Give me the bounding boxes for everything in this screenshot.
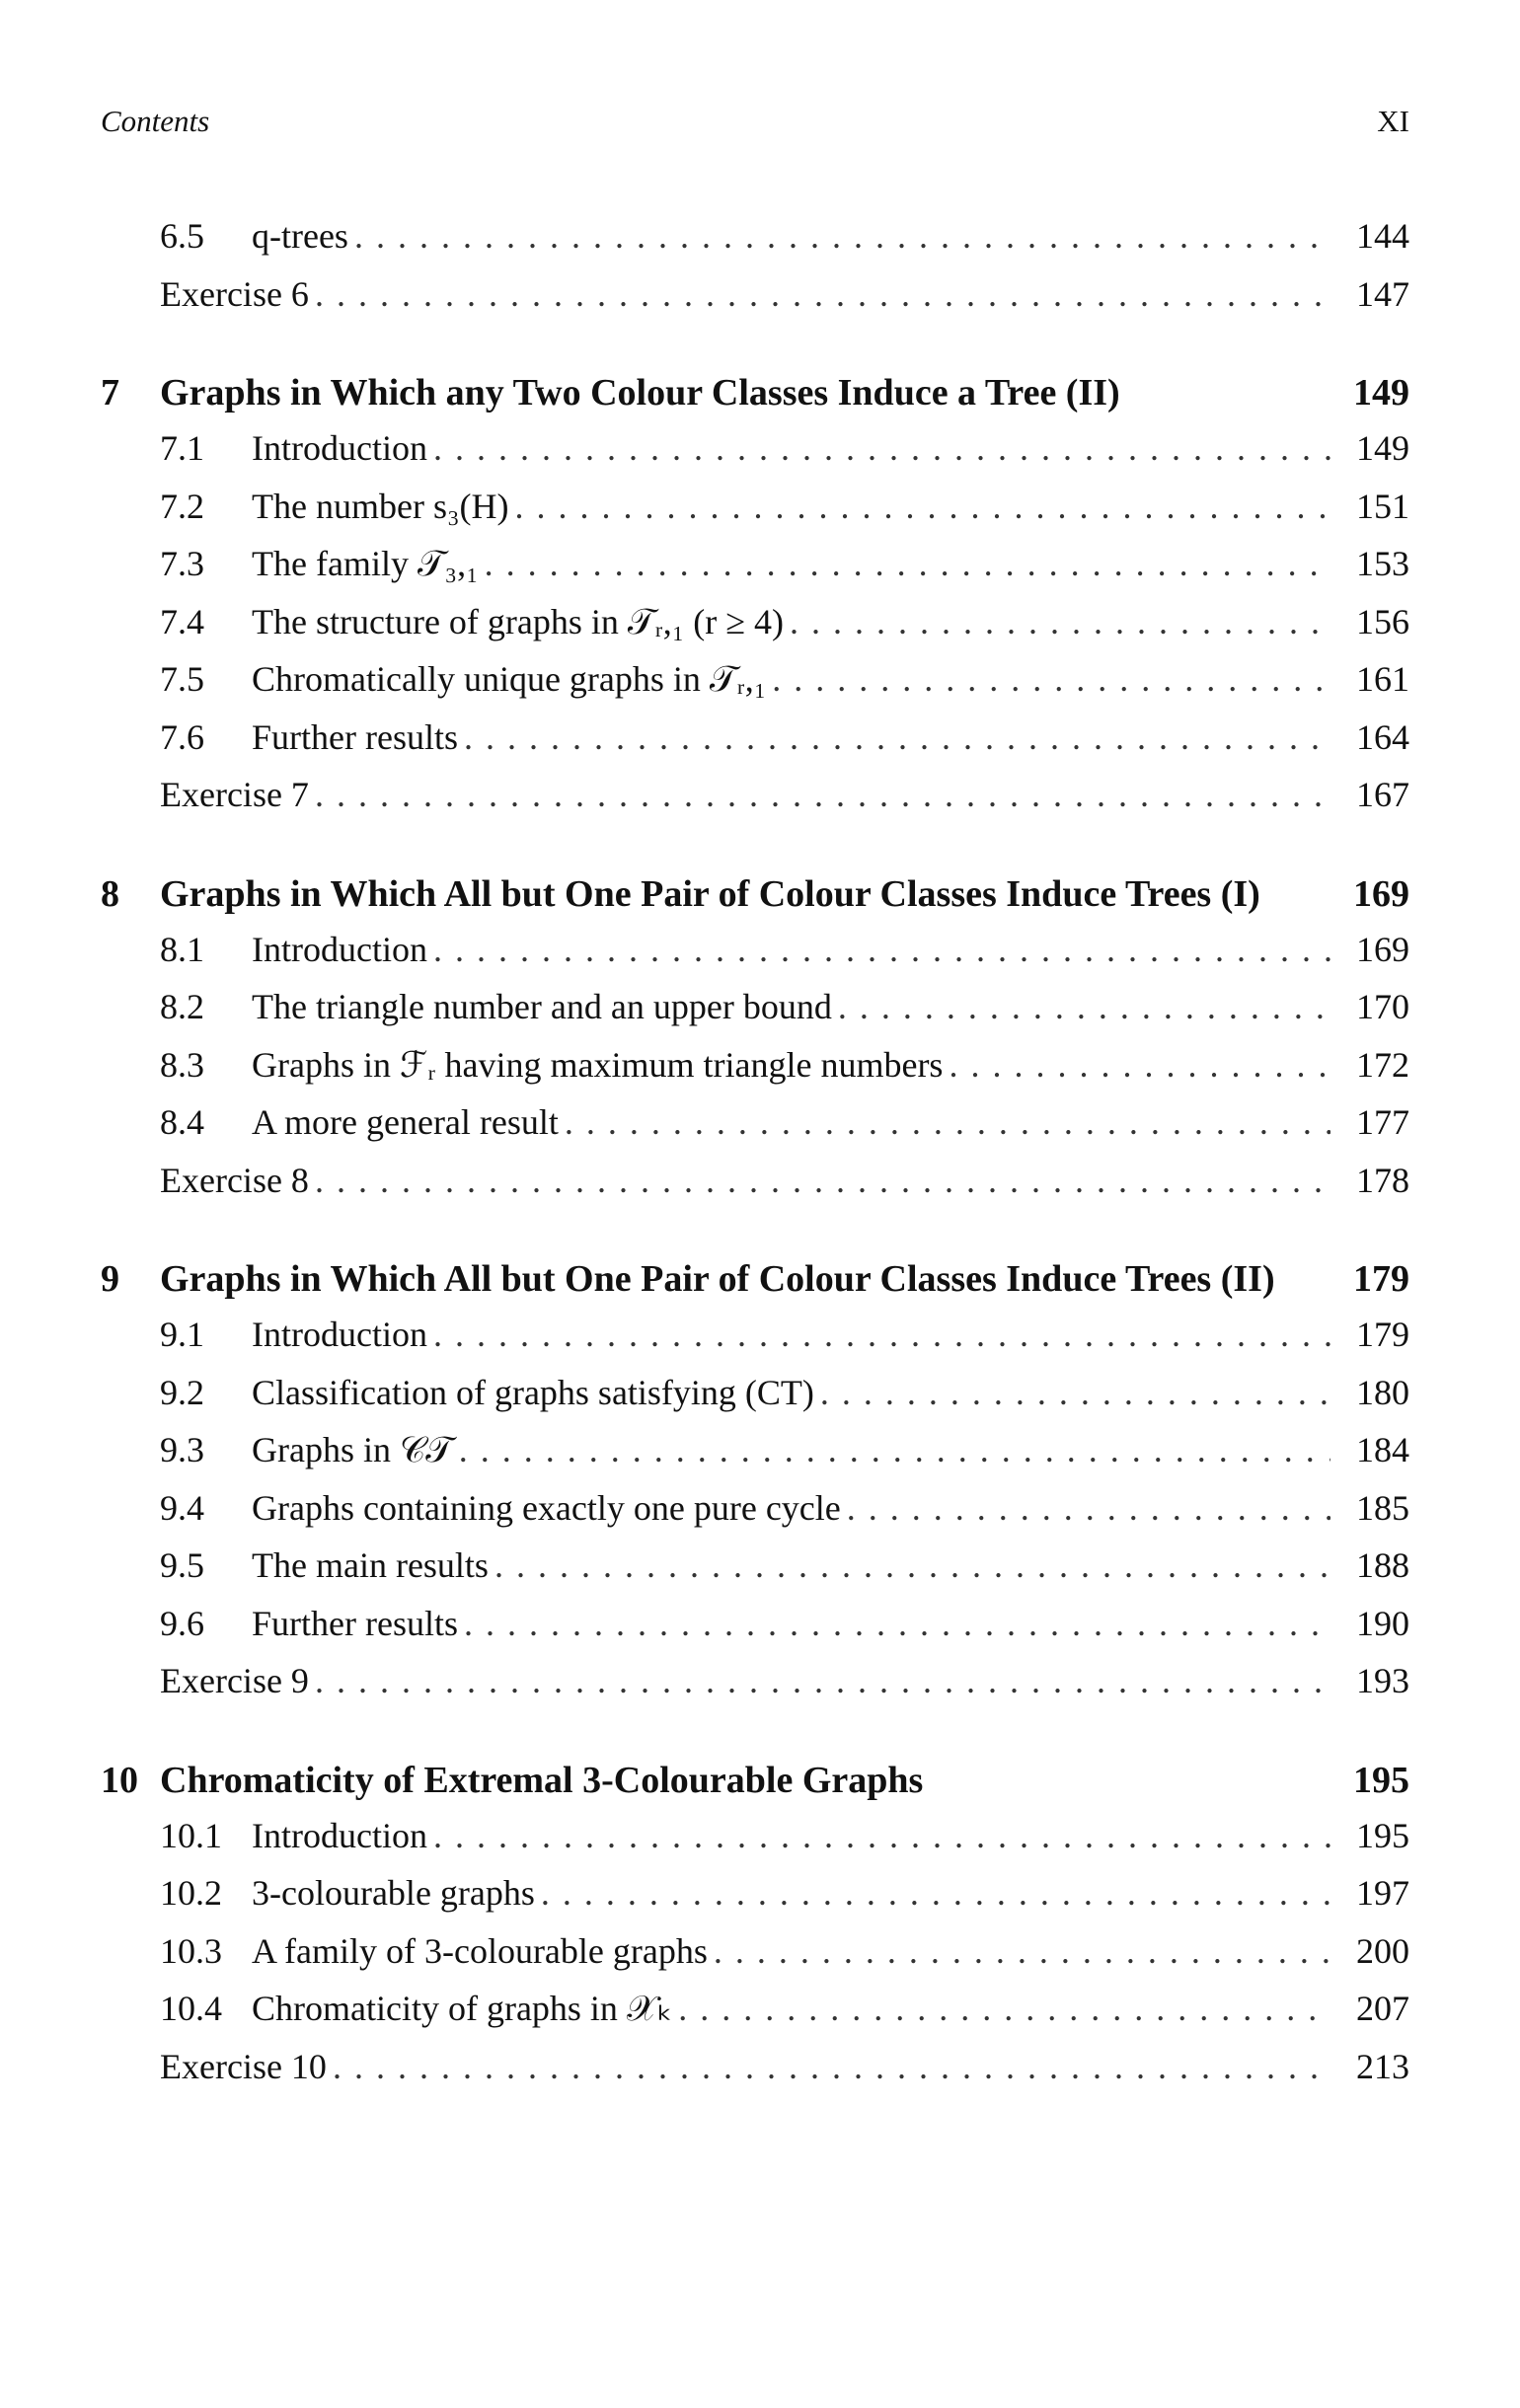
page-number: 188 — [1356, 1545, 1409, 1585]
dot-leader — [541, 1864, 1330, 1922]
section-number: 8.4 — [160, 1102, 204, 1142]
section-title: The family 𝒯₃,₁ — [252, 544, 479, 583]
section-entry[interactable] — [101, 1364, 1409, 1422]
page-number: 167 — [1356, 775, 1409, 814]
section-number: 9.1 — [160, 1315, 204, 1354]
section-entry[interactable] — [101, 978, 1409, 1036]
header-page-number: XI — [1377, 104, 1409, 138]
dot-leader — [772, 650, 1330, 709]
dot-leader — [678, 1980, 1330, 2038]
section-number: 10.1 — [160, 1815, 222, 1855]
section-title: Classification of graphs satisfying (CT) — [252, 1372, 814, 1412]
section-title: Graphs in ℱᵣ having maximum triangle numbers — [252, 1044, 944, 1085]
chapter-heading[interactable] — [101, 366, 1409, 419]
exercise-entry[interactable] — [101, 1152, 1409, 1210]
page-number: 177 — [1356, 1102, 1409, 1142]
section-number: 10.3 — [160, 1930, 222, 1971]
section-title: Graphs containing exactly one pure cycle — [252, 1487, 841, 1528]
chapter-title: Graphs in Which All but One Pair of Colour Classes Induce Trees (I) — [160, 872, 1260, 915]
page-number: 151 — [1356, 486, 1409, 526]
dot-leader — [315, 766, 1330, 824]
page-number: 161 — [1356, 659, 1409, 699]
section-entry[interactable] — [101, 1807, 1409, 1865]
page-number: 156 — [1356, 601, 1409, 641]
section-title: Introduction — [252, 929, 427, 969]
section-number: 7.2 — [160, 486, 204, 526]
section-entry[interactable] — [101, 1980, 1409, 2038]
dot-leader — [847, 1479, 1330, 1538]
section-title: Exercise 8 — [160, 1160, 309, 1200]
page-number: 147 — [1356, 273, 1409, 314]
page-number: 178 — [1356, 1160, 1409, 1200]
page-number: 149 — [1356, 428, 1409, 468]
section-title: A family of 3-colourable graphs — [252, 1930, 708, 1971]
page-number: 200 — [1356, 1930, 1409, 1971]
exercise-entry[interactable] — [101, 766, 1409, 824]
chapter-page-number: 179 — [1353, 1258, 1409, 1300]
chapter-page-number: 169 — [1353, 872, 1409, 915]
section-entry[interactable] — [101, 1537, 1409, 1595]
dot-leader — [838, 978, 1330, 1036]
section-entry[interactable] — [101, 1479, 1409, 1538]
section-title: Further results — [252, 1603, 458, 1643]
section-entry[interactable] — [101, 593, 1409, 651]
section-title: The number s₃(H) — [252, 486, 509, 526]
table-of-contents — [101, 207, 1409, 2139]
section-entry[interactable] — [101, 1036, 1409, 1094]
header-section-title: Contents — [101, 104, 210, 138]
section-entry[interactable] — [101, 1421, 1409, 1479]
exercise-entry[interactable] — [101, 1652, 1409, 1710]
section-number: 9.6 — [160, 1603, 204, 1643]
section-title: q-trees — [252, 216, 348, 256]
exercise-entry[interactable] — [101, 265, 1409, 324]
section-entry[interactable] — [101, 1306, 1409, 1364]
running-header — [101, 104, 1409, 143]
section-title: 3-colourable graphs — [252, 1873, 535, 1913]
section-entry[interactable] — [101, 1595, 1409, 1653]
dot-leader — [315, 1652, 1330, 1710]
chapter-number: 7 — [101, 372, 119, 414]
dot-leader — [433, 921, 1330, 979]
page-number: 172 — [1356, 1044, 1409, 1085]
page-number: 170 — [1356, 987, 1409, 1026]
section-title: Introduction — [252, 1815, 427, 1855]
section-number: 7.6 — [160, 716, 204, 757]
section-title: Further results — [252, 716, 458, 757]
dot-leader — [514, 478, 1330, 536]
dot-leader — [949, 1036, 1330, 1094]
dot-leader — [464, 709, 1330, 767]
section-title: Exercise 9 — [160, 1661, 309, 1700]
dot-leader — [433, 1306, 1330, 1364]
section-entry[interactable] — [101, 207, 1409, 265]
lead-entries — [101, 207, 1409, 323]
page-number: 153 — [1356, 544, 1409, 583]
page-number: 169 — [1356, 929, 1409, 969]
section-title: Chromaticity of graphs in 𝒳ₖ — [252, 1989, 673, 2028]
chapter-title: Chromaticity of Extremal 3-Colourable Graphs — [160, 1759, 924, 1801]
page-number: 164 — [1356, 716, 1409, 757]
section-entry[interactable] — [101, 419, 1409, 478]
chapter-block — [101, 867, 1409, 1210]
page-number: 193 — [1356, 1661, 1409, 1700]
page-number: 190 — [1356, 1603, 1409, 1643]
section-number: 10.2 — [160, 1873, 222, 1913]
chapter-heading[interactable] — [101, 1754, 1409, 1807]
page-number: 213 — [1356, 2046, 1409, 2086]
section-entry[interactable] — [101, 709, 1409, 767]
section-entry[interactable] — [101, 921, 1409, 979]
chapter-page-number: 195 — [1353, 1759, 1409, 1801]
dot-leader — [433, 1807, 1330, 1865]
chapter-title: Graphs in Which All but One Pair of Colour Classes Induce Trees (II) — [160, 1258, 1275, 1300]
chapter-page-number: 149 — [1353, 372, 1409, 414]
section-number: 9.5 — [160, 1545, 204, 1585]
section-number: 8.1 — [160, 929, 204, 969]
dot-leader — [459, 1421, 1330, 1479]
section-title: Exercise 6 — [160, 273, 309, 314]
section-number: 7.3 — [160, 544, 204, 583]
section-number: 7.5 — [160, 659, 204, 699]
dot-leader — [433, 419, 1330, 478]
section-entry[interactable] — [101, 535, 1409, 593]
dot-leader — [464, 1595, 1330, 1653]
dot-leader — [315, 265, 1330, 324]
page-number: 144 — [1356, 216, 1409, 256]
dot-leader — [494, 1537, 1330, 1595]
chapter-number: 8 — [101, 872, 119, 915]
section-title: Exercise 10 — [160, 2046, 327, 2086]
section-entry[interactable] — [101, 1864, 1409, 1922]
chapter-heading[interactable] — [101, 1252, 1409, 1306]
section-number: 6.5 — [160, 216, 204, 256]
dot-leader — [790, 593, 1330, 651]
page-number: 180 — [1356, 1372, 1409, 1412]
page-number: 179 — [1356, 1315, 1409, 1354]
section-number: 8.3 — [160, 1044, 204, 1085]
section-number: 9.2 — [160, 1372, 204, 1412]
section-number: 10.4 — [160, 1989, 222, 2028]
section-title: A more general result — [252, 1102, 559, 1142]
page-number: 185 — [1356, 1487, 1409, 1528]
chapter-title: Graphs in Which any Two Colour Classes Induce a Tree (II) — [160, 372, 1120, 414]
section-title: Introduction — [252, 428, 427, 468]
chapter-heading[interactable] — [101, 867, 1409, 921]
section-title: The main results — [252, 1545, 489, 1585]
dot-leader — [354, 207, 1330, 265]
section-title: Chromatically unique graphs in 𝒯ᵣ,₁ — [252, 659, 767, 699]
page-number: 207 — [1356, 1989, 1409, 2028]
chapter-number: 9 — [101, 1258, 119, 1300]
section-title: The structure of graphs in 𝒯ᵣ,₁ (r ≥ 4) — [252, 601, 784, 641]
page-number: 184 — [1356, 1430, 1409, 1469]
section-number: 9.3 — [160, 1430, 204, 1469]
section-title: Exercise 7 — [160, 775, 309, 814]
section-title: The triangle number and an upper bound — [252, 987, 832, 1026]
chapter-block — [101, 1252, 1409, 1710]
exercise-entry[interactable] — [101, 2038, 1409, 2096]
section-title: Graphs in 𝒞𝒯 — [252, 1430, 453, 1469]
section-entry[interactable] — [101, 1093, 1409, 1152]
section-number: 7.4 — [160, 601, 204, 641]
section-number: 8.2 — [160, 987, 204, 1026]
dot-leader — [315, 1152, 1330, 1210]
section-title: Introduction — [252, 1315, 427, 1354]
section-number: 9.4 — [160, 1487, 204, 1528]
page-number: 197 — [1356, 1873, 1409, 1913]
page-number: 195 — [1356, 1815, 1409, 1855]
dot-leader — [565, 1093, 1330, 1152]
chapter-number: 10 — [101, 1759, 138, 1801]
dot-leader — [714, 1922, 1330, 1981]
dot-leader — [820, 1364, 1330, 1422]
section-number: 7.1 — [160, 428, 204, 468]
chapter-block — [101, 1754, 1409, 2096]
section-entry[interactable] — [101, 478, 1409, 536]
section-entry[interactable] — [101, 1922, 1409, 1981]
chapter-block — [101, 366, 1409, 824]
section-entry[interactable] — [101, 650, 1409, 709]
dot-leader — [485, 535, 1330, 593]
dot-leader — [333, 2038, 1330, 2096]
